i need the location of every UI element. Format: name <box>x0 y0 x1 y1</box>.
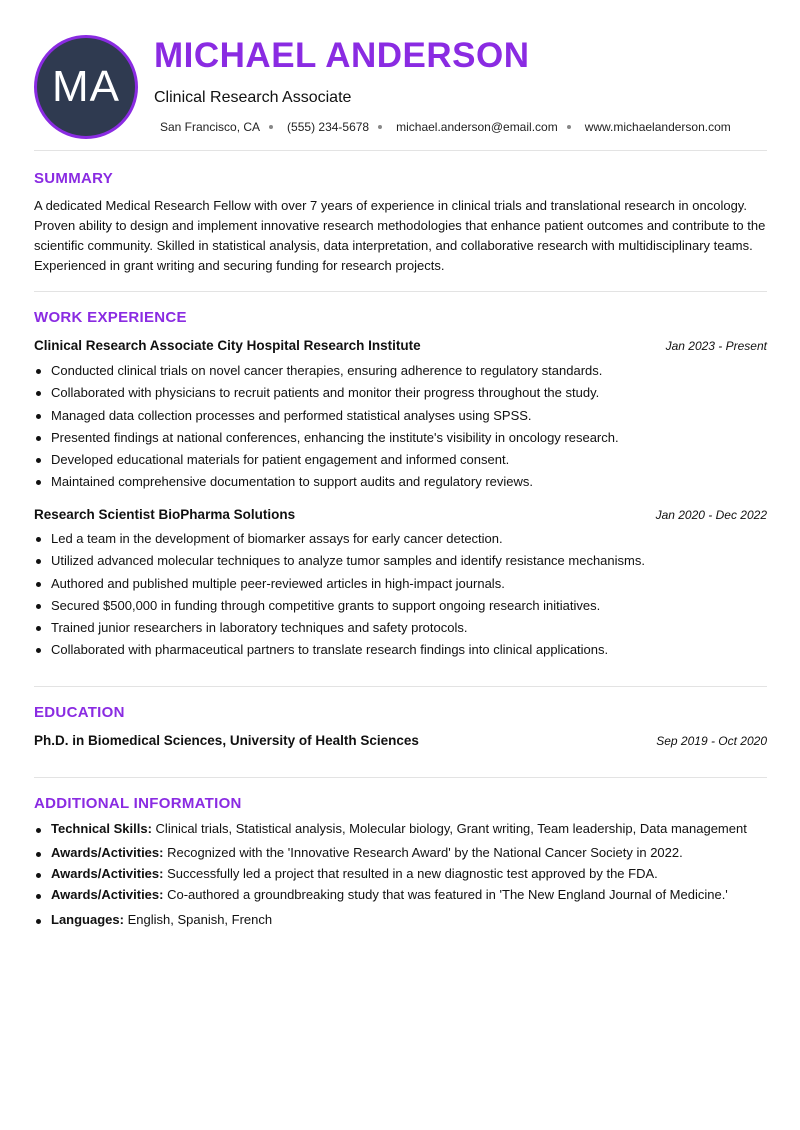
section-divider <box>34 291 767 292</box>
info-text: Co-authored a groundbreaking study that was featured in 'The New England Journal of Medicine.' <box>167 887 728 902</box>
list-item: Led a team in the development of biomarker assays for early cancer detection. <box>51 528 771 550</box>
job-role: Research Scientist BioPharma Solutions <box>34 507 296 522</box>
list-item <box>51 866 791 881</box>
list-item: Managed data collection processes and performed statistical analyses using SPSS. <box>51 405 771 427</box>
list-item: Conducted clinical trials on novel cancer therapies, ensuring adherence to regulatory standards. <box>51 360 771 382</box>
info-label: Technical Skills: <box>51 821 152 836</box>
list-item <box>51 887 791 902</box>
info-text: Clinical trials, Statistical analysis, Molecular biology, Grant writing, Team leadership, Data management <box>155 821 747 836</box>
list-item: Presented findings at national conferences, enhancing the institute's visibility in oncology research. <box>51 427 771 449</box>
additional-list <box>34 821 791 927</box>
avatar <box>34 35 138 139</box>
list-item: Trained junior researchers in laboratory techniques and safety protocols. <box>51 617 771 639</box>
education-degree: Ph.D. in Biomedical Sciences, University of Health Sciences <box>34 733 419 748</box>
list-item: Maintained comprehensive documentation to support audits and regulatory reviews. <box>51 471 771 493</box>
education-dates: Sep 2019 - Oct 2020 <box>656 734 767 748</box>
job-bullets <box>34 528 771 662</box>
info-label: Languages: <box>51 912 124 927</box>
job-dates: Jan 2023 - Present <box>665 339 767 353</box>
list-item: Collaborated with pharmaceutical partners to translate research findings into clinical applications. <box>51 639 771 661</box>
info-label: Awards/Activities: <box>51 845 164 860</box>
experience-heading: WORK EXPERIENCE <box>34 309 187 326</box>
contact-line <box>160 120 731 134</box>
additional-heading: ADDITIONAL INFORMATION <box>34 795 242 812</box>
list-item: Utilized advanced molecular techniques to analyze tumor samples and identify resistance mechanisms. <box>51 550 771 572</box>
separator-dot-icon <box>567 125 571 129</box>
contact-email[interactable]: michael.anderson@email.com <box>396 120 558 134</box>
candidate-name: MICHAEL ANDERSON <box>154 36 530 75</box>
separator-dot-icon <box>378 125 382 129</box>
list-item: Secured $500,000 in funding through competitive grants to support ongoing research initiatives. <box>51 595 771 617</box>
list-item <box>51 845 791 860</box>
info-text: Recognized with the 'Innovative Research Award' by the National Cancer Society in 2022. <box>167 845 683 860</box>
separator-dot-icon <box>269 125 273 129</box>
job-dates: Jan 2020 - Dec 2022 <box>655 508 767 522</box>
list-item: Developed educational materials for patient engagement and informed consent. <box>51 449 771 471</box>
contact-location: San Francisco, CA <box>160 120 261 134</box>
contact-phone: (555) 234-5678 <box>287 120 370 134</box>
list-item: Collaborated with physicians to recruit patients and monitor their progress throughout the study. <box>51 382 771 404</box>
section-divider <box>34 150 767 151</box>
list-item <box>51 821 791 836</box>
section-divider <box>34 686 767 687</box>
list-item <box>51 912 791 927</box>
job-header <box>34 507 767 522</box>
education-entry <box>34 733 767 748</box>
avatar-initials: MA <box>52 62 120 111</box>
summary-text: A dedicated Medical Research Fellow with over 7 years of experience in clinical trials and translational research in oncology. Proven ability to design and implement innovative research methodologies that enhance patient outcomes and contribute to the scientific community. Skilled in statistical analysis, data interpretation, and collaborative research with multidisciplinary teams. Experienced in grant writing and securing funding for research projects. <box>34 198 766 273</box>
info-text: Successfully led a project that resulted in a new diagnostic test approved by the FDA. <box>167 866 658 881</box>
education-heading: EDUCATION <box>34 704 125 721</box>
info-label: Awards/Activities: <box>51 887 164 902</box>
job-header <box>34 338 767 353</box>
info-text: English, Spanish, French <box>127 912 273 927</box>
list-item: Authored and published multiple peer-reviewed articles in high-impact journals. <box>51 573 771 595</box>
job-role: Clinical Research Associate City Hospital Research Institute <box>34 338 421 353</box>
job-title: Clinical Research Associate <box>154 89 352 106</box>
summary-heading: SUMMARY <box>34 170 114 187</box>
contact-website[interactable]: www.michaelanderson.com <box>584 120 731 134</box>
job-bullets <box>34 360 771 494</box>
section-divider <box>34 777 767 778</box>
info-label: Awards/Activities: <box>51 866 164 881</box>
